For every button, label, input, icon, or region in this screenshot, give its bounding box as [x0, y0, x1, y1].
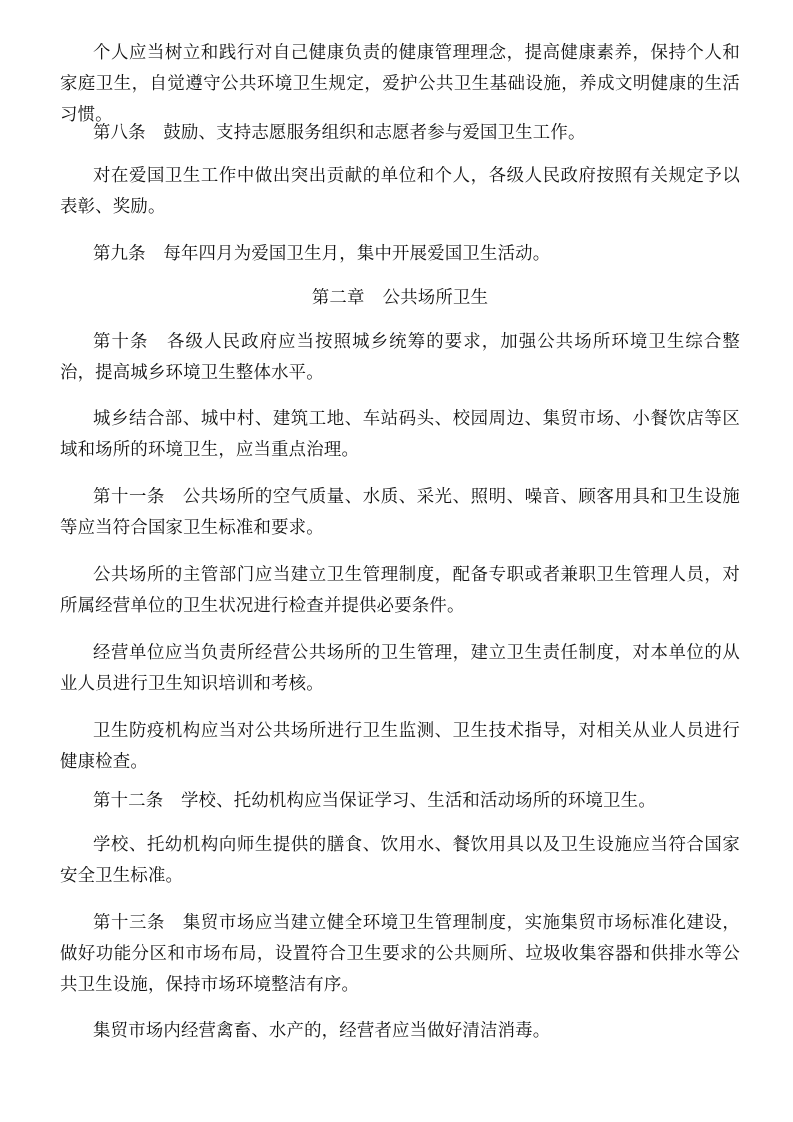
paragraph-operators: 经营单位应当负责所经营公共场所的卫生管理，建立卫生责任制度，对本单位的从业人员进行卫生知识培训和考核。	[60, 643, 740, 694]
paragraph-market-cleaning: 集贸市场内经营禽畜、水产的，经营者应当做好清洁消毒。	[93, 1021, 551, 1041]
paragraph-schools: 学校、托幼机构向师生提供的膳食、饮用水、餐饮用具以及卫生设施应当符合国家安全卫生标准。	[60, 835, 740, 886]
article-9: 第九条 每年四月为爱国卫生月，集中开展爱国卫生活动。	[93, 244, 551, 264]
chapter-heading	[60, 283, 740, 314]
paragraph-awards: 对在爱国卫生工作中做出突出贡献的单位和个人，各级人民政府按照有关规定予以表彰、奖励。	[60, 166, 740, 217]
article-8: 第八条 鼓励、支持志愿服务组织和志愿者参与爱国卫生工作。	[93, 123, 586, 143]
chapter-number: 第二章	[311, 288, 365, 308]
paragraph-personal-health: 个人应当树立和践行对自己健康负责的健康管理理念，提高健康素养，保持个人和家庭卫生，自觉遵守公共环境卫生规定，爱护公共卫生基础设施，养成文明健康的生活习惯。	[60, 43, 740, 125]
article-10: 第十条 各级人民政府应当按照城乡统筹的要求，加强公共场所环境卫生综合整治，提高城乡环境卫生整体水平。	[60, 332, 740, 383]
paragraph-epidemic-prevention: 卫生防疫机构应当对公共场所进行卫生监测、卫生技术指导，对相关从业人员进行健康检查。	[60, 721, 740, 772]
chapter-title: 公共场所卫生	[382, 288, 489, 308]
article-11: 第十一条 公共场所的空气质量、水质、采光、照明、噪音、顾客用具和卫生设施等应当符合国家卫生标准和要求。	[60, 487, 740, 538]
article-13: 第十三条 集贸市场应当建立健全环境卫生管理制度，实施集贸市场标准化建设，做好功能分区和市场布局，设置符合卫生要求的公共厕所、垃圾收集容器和供排水等公共卫生设施，保持市场环境整洁有序。	[60, 913, 740, 995]
article-12: 第十二条 学校、托幼机构应当保证学习、生活和活动场所的环境卫生。	[93, 791, 656, 811]
paragraph-management-dept: 公共场所的主管部门应当建立卫生管理制度，配备专职或者兼职卫生管理人员，对所属经营单位的卫生状况进行检查并提供必要条件。	[60, 565, 740, 616]
paragraph-key-areas: 城乡结合部、城中村、建筑工地、车站码头、校园周边、集贸市场、小餐饮店等区域和场所的环境卫生，应当重点治理。	[60, 409, 740, 460]
